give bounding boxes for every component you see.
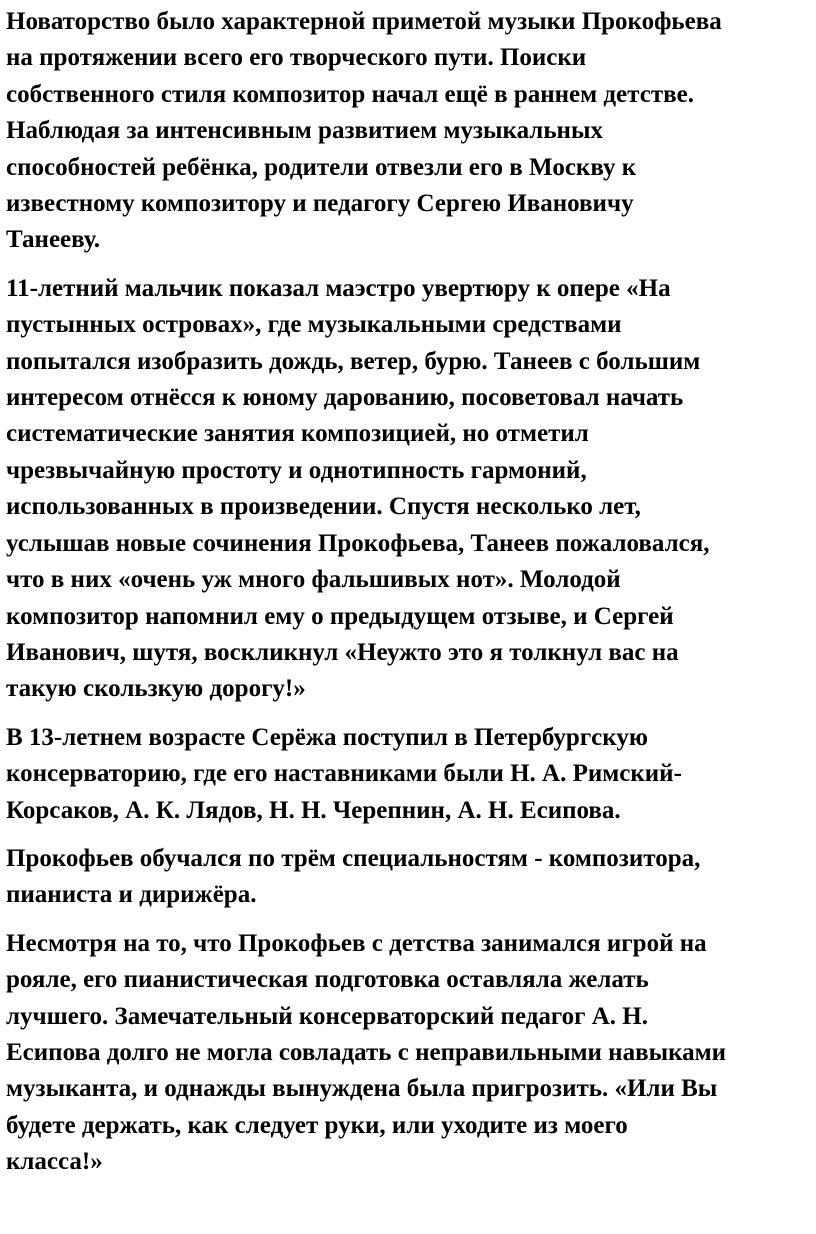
paragraph-4: Прокофьев обучался по трём специальностям - композитора, пианиста и дирижёра.	[6, 844, 701, 909]
paragraph-3: В 13-летнем возрасте Серёжа поступил в Петербургскую консерваторию, где его наставниками были Н. А. Римский- Корсаков, А. К. Лядов, Н. Н. Черепнин, А. Н. Есипова.	[6, 723, 682, 824]
paragraph-1: Новаторство было характерной приметой музыки Прокофьева на протяжении всего его творческого пути. Поиски собственного стиля композитор начал ещё в раннем детстве. Наблюдая за интенсивным развитием музыкальных способностей ребёнка, родители отвезли его в Москву к известному композитору и педагогу Сергею Ивановичу Танееву.	[6, 8, 722, 254]
paragraph-5: Несмотря на то, что Прокофьев с детства занимался игрой на рояле, его пианистическая подготовка оставляла желать лучшего. Замечательный консерваторский педагог А. Н. Есипова долго не могла совладать с неправильными навыками музыканта, и однажды вынуждена была пригрозить. «Или Вы будете держать, как следует руки, или уходите из моего класса!»	[6, 929, 727, 1176]
paragraph-2: 11-летний мальчик показал маэстро увертюру к опере «На пустынных островах», где музыкальными средствами попытался изобразить дождь, ветер, бурю. Танеев с большим интересом отнёсся к юному дарованию, посоветовал начать систематические занятия композицией, но отметил чрезвычайную простоту и однотипность гармоний, использованных в произведении. Спустя несколько лет, услышав новые сочинения Прокофьева, Танеев пожаловался, что в них «очень уж много фальшивых нот». Молодой композитор напомнил ему о предыдущем отзыве, и Сергей Иванович, шутя, воскликнул «Неужто это я толкнул вас на такую скользкую дорогу!»	[6, 274, 710, 703]
